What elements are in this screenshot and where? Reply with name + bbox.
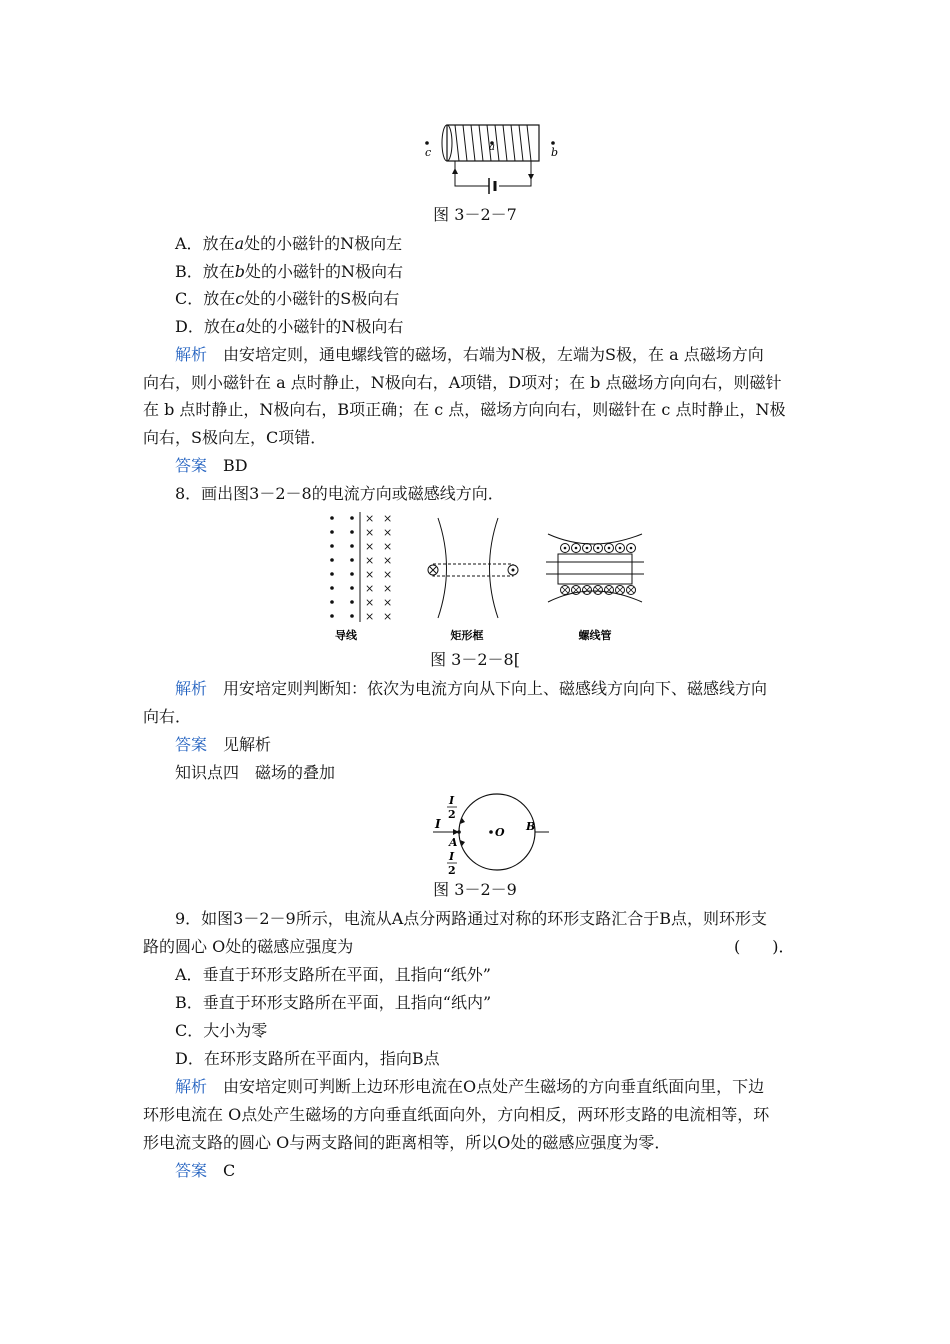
svg-text:×: ×	[365, 526, 375, 539]
svg-text:×: ×	[365, 512, 375, 525]
q9-option-c: C．大小为零	[175, 1021, 268, 1040]
label-half-top-num: I	[449, 794, 455, 807]
svg-text:×: ×	[383, 526, 393, 539]
q7-answer: 答案 BD	[175, 456, 248, 475]
q7-option-a: A．放在a处的小磁针的N极向左	[175, 234, 403, 253]
q7-analysis-line-2: 向右，则小磁针在 a 点时静止，N极向右，A项错，D项对；在 b 点磁场方向向右，则磁针	[143, 373, 782, 392]
svg-text:×: ×	[365, 610, 375, 623]
q7-option-b: B．放在b处的小磁针的N极向右	[175, 262, 404, 281]
analysis-label: 解析	[175, 345, 208, 364]
figure-caption-3-2-7: 图 3－2－7	[433, 205, 517, 224]
q9-option-a: A．垂直于环形支路所在平面，且指向“纸外”	[175, 965, 491, 984]
label-wire: 导线	[335, 629, 357, 642]
q7-option-c: C．放在c处的小磁针的S极向右	[175, 289, 400, 308]
q8-analysis-line-2: 向右．	[143, 707, 192, 726]
svg-text:×: ×	[383, 610, 393, 623]
label-b: b	[551, 146, 559, 159]
label-half-bottom-den: 2	[448, 864, 456, 877]
figure-caption-3-2-8: 图 3－2－8[	[430, 650, 520, 669]
q9-option-d: D．在环形支路所在平面内，指向B点	[175, 1049, 440, 1068]
label-half-top-den: 2	[448, 808, 456, 821]
label-I: I	[435, 817, 441, 831]
svg-text:×: ×	[383, 512, 393, 525]
svg-text:×: ×	[383, 596, 393, 609]
q7-analysis-line-4: 向右，S极向左，C项错．	[143, 428, 327, 447]
label-O: O	[495, 826, 505, 839]
q9-answer: 答案 C	[175, 1161, 236, 1180]
section-heading: 知识点四 磁场的叠加	[175, 763, 336, 782]
svg-text:×: ×	[365, 582, 375, 595]
q7-analysis-line-1: 解析 由安培定则，通电螺线管的磁场，右端为N极，左端为S极，在 a 点磁场方向	[175, 345, 764, 364]
svg-text:×: ×	[365, 596, 375, 609]
figure-3-2-8	[320, 508, 660, 646]
q7-option-d: D．放在a处的小磁针的N极向右	[175, 317, 404, 336]
svg-text:×: ×	[383, 568, 393, 581]
svg-text:×: ×	[365, 568, 375, 581]
label-solenoid: 螺线管	[578, 629, 612, 642]
label-c: c	[425, 146, 432, 159]
svg-text:×: ×	[365, 554, 375, 567]
svg-text:×: ×	[365, 540, 375, 553]
q9-question-line-1: 9．如图3－2－9所示，电流从A点分两路通过对称的环形支路汇合于B点，则环形支	[175, 909, 768, 928]
q9-option-b: B．垂直于环形支路所在平面，且指向“纸内”	[175, 993, 492, 1012]
q8-question: 8．画出图3－2－8的电流方向或磁感线方向．	[175, 484, 504, 503]
label-A: A	[449, 836, 458, 849]
q9-analysis-line-2: 环形电流在 O点处产生磁场的方向垂直纸面向外，方向相反，两环形支路的电流相等，环	[143, 1105, 770, 1124]
label-a: a	[489, 142, 495, 153]
q9-answer-blank: ( )．	[734, 937, 795, 956]
figure-solenoid-3-2-7	[415, 118, 565, 198]
figure-caption-3-2-9: 图 3－2－9	[433, 880, 517, 899]
q9-question-line-2: 路的圆心 O处的磁感应强度为	[143, 937, 354, 956]
answer-label: 答案	[175, 456, 208, 475]
q9-analysis-line-3: 形电流支路的圆心 O与两支路间的距离相等，所以O处的磁感应强度为零．	[143, 1133, 671, 1152]
q9-analysis-line-1: 解析 由安培定则可判断上边环形电流在O点处产生磁场的方向垂直纸面向里，下边	[175, 1077, 765, 1096]
q7-analysis-line-3: 在 b 点时静止，N极向右，B项正确；在 c 点，磁场方向向右，则磁针在 c 点时静止，N极	[143, 400, 786, 419]
q8-answer: 答案 见解析	[175, 735, 272, 754]
q8-analysis-line-1: 解析 用安培定则判断知：依次为电流方向从下向上、磁感线方向向下、磁感线方向	[175, 679, 768, 698]
svg-text:×: ×	[383, 554, 393, 567]
svg-text:×: ×	[383, 582, 393, 595]
label-half-bottom-num: I	[449, 850, 455, 863]
figure-ring-3-2-9	[425, 788, 555, 878]
label-B: B	[526, 820, 536, 833]
label-frame: 矩形框	[450, 629, 484, 642]
svg-text:×: ×	[383, 540, 393, 553]
